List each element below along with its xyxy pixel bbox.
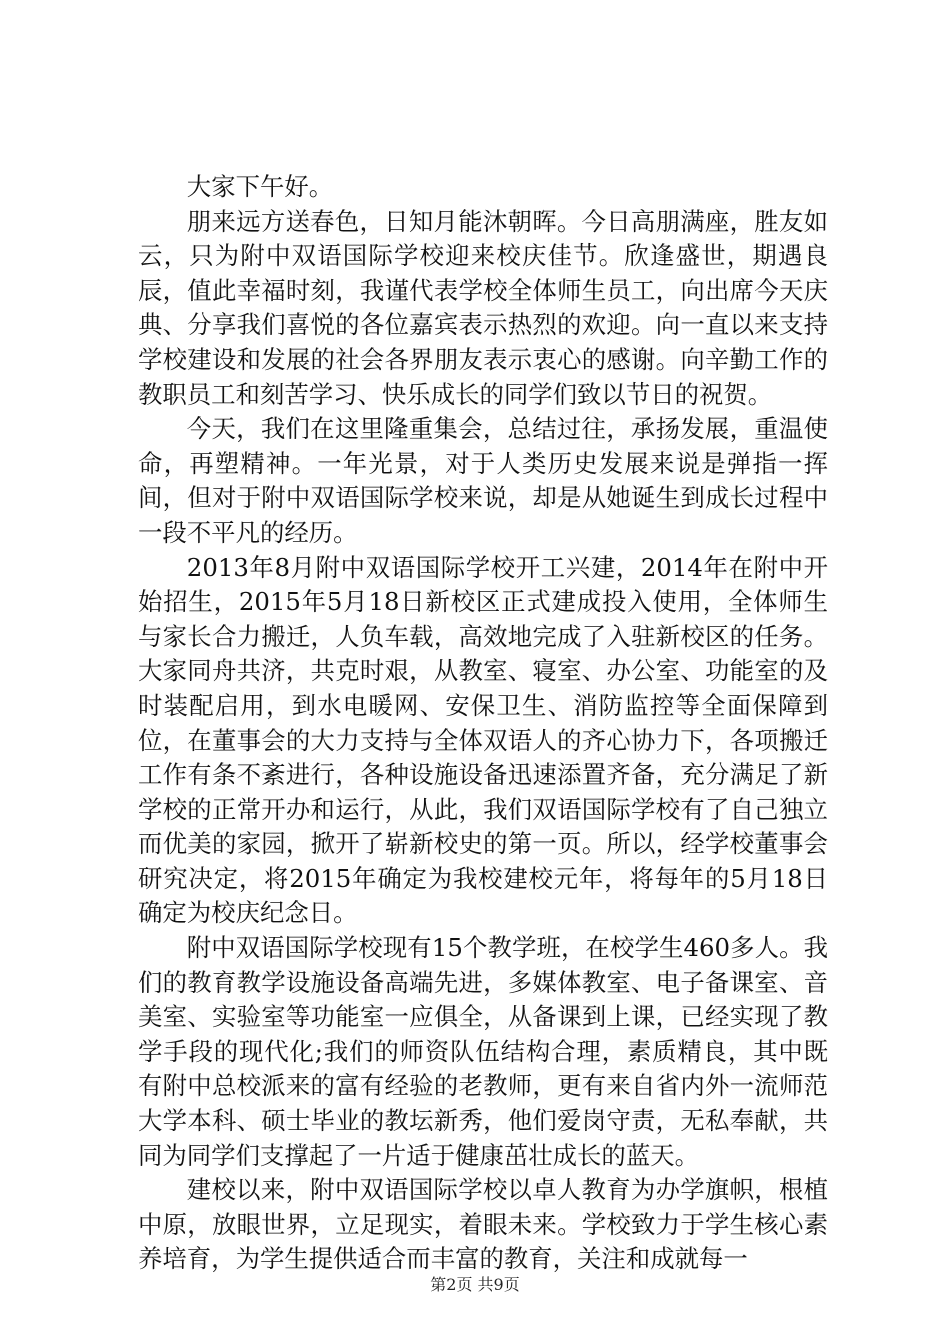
page-number-footer: 第2页 共9页 xyxy=(430,1275,520,1294)
paragraph-history: 2013年8月附中双语国际学校开工兴建，2014年在附中开始招生，2015年5月18日新校区正式建成投入使用，全体师生与家长合力搬迁，人负车载，高效地完成了入驻新校区的任务。大家同舟共济，共克时艰，从教室、寝室、办公室、功能室的及时装配启用，到水电暖网、安保卫生、消防监控等全面保障到位，在董事会的大力支持与全体双语人的齐心协力下，各项搬迁工作有条不紊进行，各种设施设备迅速添置齐备，充分满足了新学校的正常开办和运行，从此，我们双语国际学校有了自己独立而优美的家园，掀开了崭新校史的第一页。所以，经学校董事会研究决定，将2015年确定为我校建校元年，将每年的5月18日确定为校庆纪念日。 xyxy=(138,552,828,928)
paragraph-greeting: 大家下午好。 xyxy=(186,172,334,201)
paragraph-today: 今天，我们在这里隆重集会，总结过往，承扬发展，重温使命，再塑精神。一年光景，对于人类历史发展来说是弹指一挥间，但对于附中双语国际学校来说，却是从她诞生到成长过程中一段不平凡的经历。 xyxy=(138,414,828,547)
paragraph-facilities: 附中双语国际学校现有15个教学班，在校学生460多人。我们的教育教学设施设备高端先进，多媒体教室、电子备课室、音美室、实验室等功能室一应俱全，从备课到上课，已经实现了教学手段的现代化;我们的师资队伍结构合理，素质精良，其中既有附中总校派来的富有经验的老教师，更有来自省内外一流师范大学本科、硕士毕业的教坛新秀，他们爱岗守责，无私奉献，共同为同学们支撑起了一片适于健康茁壮成长的蓝天。 xyxy=(138,933,828,1170)
paragraph-mission: 建校以来，附中双语国际学校以卓人教育为办学旗帜，根植中原，放眼世界，立足现实，着眼未来。学校致力于学生核心素养培育，为学生提供适合而丰富的教育，关注和成就每一 xyxy=(138,1175,828,1274)
paragraph-welcome: 朋来远方送春色，日知月能沐朝晖。今日高朋满座，胜友如云，只为附中双语国际学校迎来校庆佳节。欣逢盛世，期遇良辰，值此幸福时刻，我谨代表学校全体师生员工，向出席今天庆典、分享我们喜悦的各位嘉宾表示热烈的欢迎。向一直以来支持学校建设和发展的社会各界朋友表示衷心的感谢。向辛勤工作的教职员工和刻苦学习、快乐成长的同学们致以节日的祝贺。 xyxy=(138,206,828,409)
document-body xyxy=(138,170,828,1277)
